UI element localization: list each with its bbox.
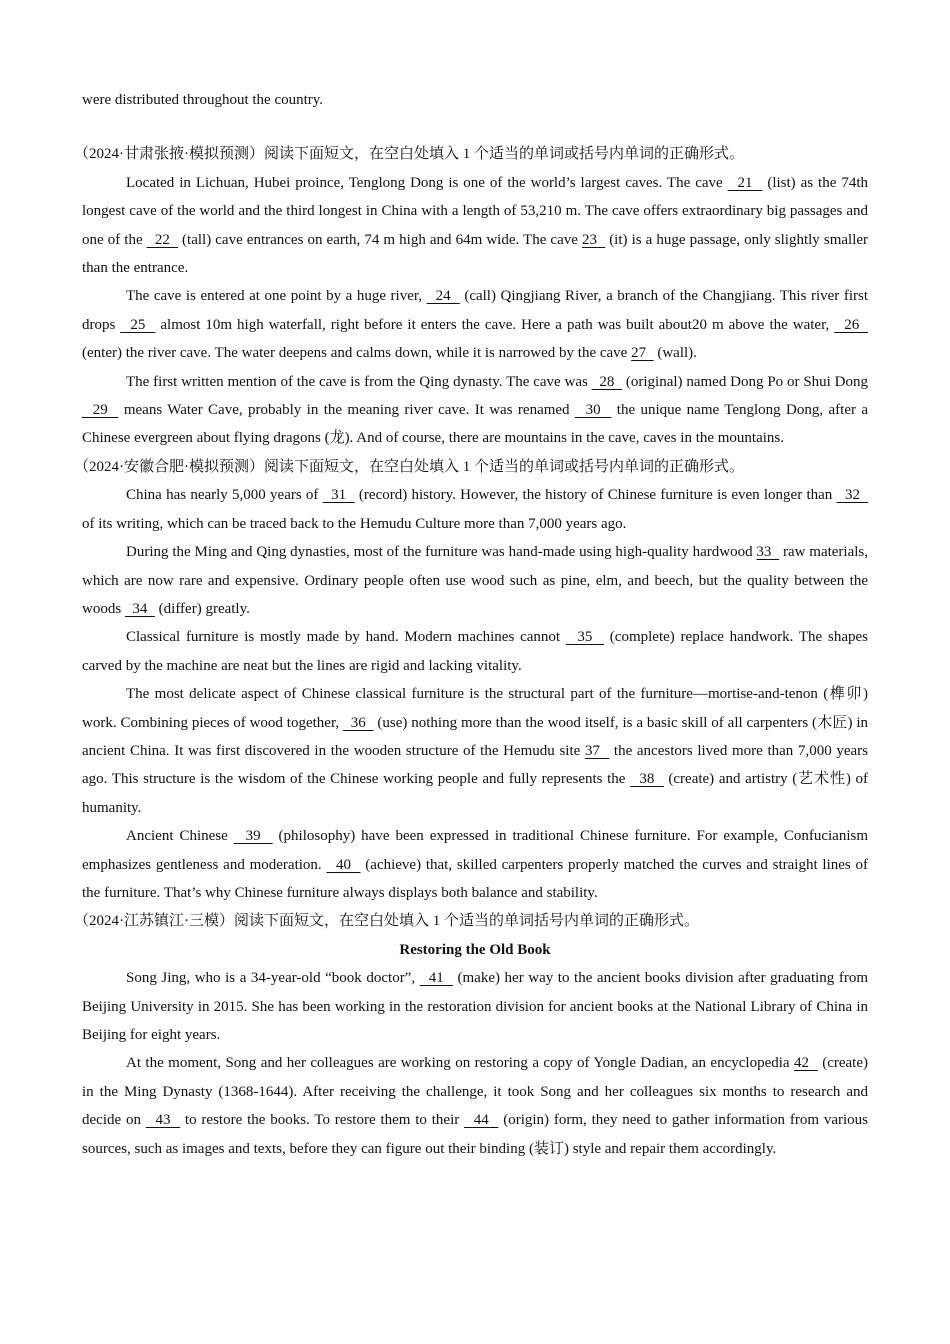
text-run: (wall). bbox=[653, 345, 697, 362]
text-run: the unique name Tenglong Dong, after a Chinese evergreen about flying dragons (龙). And of course, there are mountains in the cave, caves in the mountains. bbox=[82, 402, 868, 447]
text-run: to restore the books. To restore them to their bbox=[180, 1112, 465, 1129]
blank-43: 43 bbox=[145, 1112, 181, 1129]
text-run: (it) is a huge passage, only slightly smaller than the entrance. bbox=[82, 231, 869, 277]
paragraph bbox=[82, 368, 868, 453]
blank-29: 29 bbox=[82, 402, 119, 419]
paragraph bbox=[82, 538, 868, 623]
blank-32: 32 bbox=[836, 487, 869, 504]
text-run: (origin) form, they need to gather information from various sources, such as images and texts, before they can figure out their binding (装订) style and repair them accordingly. bbox=[82, 1112, 869, 1157]
continuation-line: were distributed throughout the country. bbox=[82, 92, 324, 108]
blank-30: 30 bbox=[574, 402, 612, 419]
text-run: of its writing, which can be traced back to the Hemudu Culture more than 7,000 years ago. bbox=[82, 515, 627, 532]
blank-41: 41 bbox=[419, 970, 453, 987]
text-run: The first written mention of the cave is from the Qing dynasty. The cave was bbox=[126, 373, 592, 390]
text-run: (record) history. However, the history of Chinese furniture is even longer than bbox=[354, 487, 837, 504]
text-run: raw materials, which are now rare and expensive. Ordinary people often use wood such as pine, elm, and beech, but the quality between the woods bbox=[82, 544, 869, 617]
text-run: almost 10m high waterfall, right before it enters the cave. Here a path was built about20 m above the water, bbox=[155, 316, 835, 333]
text-run: Song Jing, who is a 34-year-old “book doctor”, bbox=[126, 970, 420, 987]
section3-header: （2024·江苏镇江·三模）阅读下面短文，在空白处填入 1 个适当的单词括号内单词的正确形式。 bbox=[74, 913, 699, 930]
text-run: China has nearly 5,000 years of bbox=[126, 487, 323, 504]
blank-27: 27 bbox=[631, 345, 654, 362]
text-run: (use) nothing more than the wood itself, is a basic skill of all carpenters (木匠) in ancient China. It was first discovered in the wooden structure of the Hemudu site bbox=[82, 714, 868, 759]
blank-44: 44 bbox=[464, 1112, 499, 1129]
text-run: Ancient Chinese bbox=[126, 828, 234, 845]
blank-39: 39 bbox=[233, 828, 273, 845]
blank-31: 31 bbox=[322, 487, 355, 504]
paragraph bbox=[82, 1049, 868, 1163]
text-run: (differ) greatly. bbox=[154, 600, 250, 617]
text-run: The cave is entered at one point by a huge river, bbox=[126, 288, 427, 305]
blank-40: 40 bbox=[326, 856, 361, 873]
text-run: (tall) cave entrances on earth, 74 m high and 64m wide. The cave bbox=[177, 231, 582, 248]
blank-24: 24 bbox=[426, 288, 460, 305]
section1-header: （2024·甘肃张掖·模拟预测）阅读下面短文，在空白处填入 1 个适当的单词或括号内单词的正确形式。 bbox=[74, 146, 744, 163]
text-run: (create) in the Ming Dynasty (1368-1644). After receiving the challenge, it took Song and her colleagues six months to research and decide on bbox=[82, 1055, 868, 1129]
blank-28: 28 bbox=[591, 373, 623, 390]
blank-35: 35 bbox=[565, 629, 605, 646]
blank-42: 42 bbox=[793, 1055, 818, 1072]
section2-body bbox=[82, 481, 868, 907]
paragraph bbox=[82, 680, 868, 822]
blank-26: 26 bbox=[834, 316, 869, 333]
text-run: (list) as the 74th longest cave of the world and the third longest in China with a length of 53,210 m. The cave offers extraordinary big passages and one of the bbox=[82, 174, 868, 248]
text-run: Located in Lichuan, Hubei proince, Tenglong Dong is one of the world’s largest caves. The cave bbox=[126, 174, 728, 191]
paragraph bbox=[82, 481, 868, 538]
document-page bbox=[74, 86, 869, 1163]
section3-title: Restoring the Old Book bbox=[399, 941, 551, 958]
blank-38: 38 bbox=[630, 771, 664, 788]
paragraph bbox=[82, 282, 868, 367]
text-run: (create) and artistry (艺术性) of humanity. bbox=[82, 771, 869, 816]
blank-25: 25 bbox=[120, 316, 156, 333]
blank-37: 37 bbox=[584, 742, 610, 759]
blank-21: 21 bbox=[727, 174, 763, 191]
section3-body bbox=[82, 964, 868, 1163]
paragraph bbox=[82, 822, 868, 907]
text-run: At the moment, Song and her colleagues are working on restoring a copy of Yongle Dadian, an encyclopedia bbox=[126, 1055, 794, 1072]
blank-34: 34 bbox=[124, 600, 155, 617]
section2-header: （2024·安徽合肥·模拟预测）阅读下面短文，在空白处填入 1 个适当的单词或括号内单词的正确形式。 bbox=[74, 458, 744, 475]
section1-body bbox=[82, 169, 868, 453]
blank-23: 23 bbox=[581, 231, 606, 248]
paragraph bbox=[82, 964, 868, 1049]
blank-33: 33 bbox=[756, 544, 780, 561]
paragraph bbox=[82, 169, 868, 283]
text-run: Classical furniture is mostly made by hand. Modern machines cannot bbox=[126, 629, 566, 646]
text-run: (philosophy) have been expressed in traditional Chinese furniture. For example, Confucianism emphasizes gentleness and moderation. bbox=[82, 828, 868, 873]
text-run: (call) Qingjiang River, a branch of the Changjiang. This river first drops bbox=[82, 288, 868, 333]
paragraph bbox=[82, 623, 868, 680]
text-run: (original) named Dong Po or Shui Dong bbox=[622, 373, 869, 390]
text-run: (achieve) that, skilled carpenters properly matched the curves and straight lines of the furniture. That’s why Chinese furniture always displays both balance and stability. bbox=[82, 856, 869, 901]
text-run: (complete) replace handwork. The shapes carved by the machine are neat but the lines are rigid and lacking vitality. bbox=[82, 629, 868, 674]
text-run: the ancestors lived more than 7,000 years ago. This structure is the wisdom of the Chinese working people and fully represents the bbox=[82, 742, 868, 788]
text-run: (make) her way to the ancient books division after graduating from Beijing University in 2015. She has been working in the restoration division for ancient books at the National Library of China in Beijing for eight years. bbox=[82, 970, 869, 1043]
text-run: The most delicate aspect of Chinese classical furniture is the structural part of the furniture—mortise-and-tenon (榫卯) work. Combining pieces of wood together, bbox=[82, 686, 868, 731]
blank-36: 36 bbox=[342, 714, 374, 731]
blank-22: 22 bbox=[146, 231, 178, 248]
text-run: During the Ming and Qing dynasties, most of the furniture was hand-made using high-quality hardwood bbox=[126, 544, 757, 561]
text-run: means Water Cave, probably in the meaning river cave. It was renamed bbox=[118, 402, 575, 419]
text-run: (enter) the river cave. The water deepens and calms down, while it is narrowed by the cave bbox=[82, 345, 632, 362]
